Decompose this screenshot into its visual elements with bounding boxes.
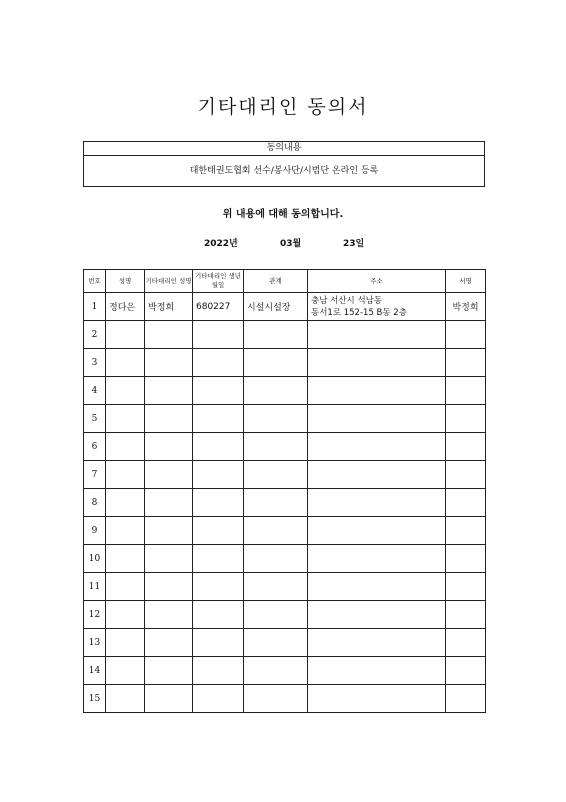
document-title: 기타대리인 동의서 (197, 96, 369, 118)
row-agent-birth (193, 517, 244, 545)
table-row (84, 405, 486, 433)
table-row (84, 461, 486, 489)
row-number: 3 (84, 349, 106, 377)
date-month: 03월 (280, 239, 302, 249)
row-agent-name (145, 657, 193, 685)
row-number: 2 (84, 321, 106, 349)
row-signature (446, 685, 486, 713)
row-number: 12 (84, 601, 106, 629)
row-agent-birth (193, 433, 244, 461)
row-agent-birth (193, 573, 244, 601)
row-relation (244, 601, 308, 629)
row-signature (446, 349, 486, 377)
row-name (106, 657, 145, 685)
row-relation (244, 377, 308, 405)
row-agent-birth (193, 545, 244, 573)
row-agent-birth (193, 601, 244, 629)
row-name (106, 517, 145, 545)
date-year: 2022년 (204, 239, 238, 249)
row-agent-birth: 680227 (193, 293, 244, 321)
row-agent-name (145, 377, 193, 405)
row-signature: 박정희 (446, 293, 486, 321)
table-row (84, 377, 486, 405)
row-signature (446, 573, 486, 601)
row-relation (244, 321, 308, 349)
row-agent-name (145, 685, 193, 713)
row-agent-birth (193, 377, 244, 405)
row-signature (446, 405, 486, 433)
row-number: 6 (84, 433, 106, 461)
row-signature (446, 377, 486, 405)
row-agent-name (145, 349, 193, 377)
row-name (106, 433, 145, 461)
row-agent-birth (193, 657, 244, 685)
row-address (308, 433, 446, 461)
row-agent-name (145, 601, 193, 629)
row-agent-name (145, 517, 193, 545)
table-header-row (84, 270, 486, 293)
row-relation (244, 657, 308, 685)
row-name (106, 349, 145, 377)
row-relation (244, 405, 308, 433)
row-name (106, 377, 145, 405)
row-number: 13 (84, 629, 106, 657)
row-address (308, 489, 446, 517)
row-number: 8 (84, 489, 106, 517)
row-signature (446, 433, 486, 461)
row-address (308, 657, 446, 685)
row-name (106, 601, 145, 629)
row-number: 7 (84, 461, 106, 489)
table-row (84, 657, 486, 685)
row-agent-name (145, 629, 193, 657)
row-number: 10 (84, 545, 106, 573)
row-number: 15 (84, 685, 106, 713)
row-relation (244, 629, 308, 657)
row-signature (446, 517, 486, 545)
row-address (308, 349, 446, 377)
row-relation (244, 685, 308, 713)
row-address (308, 405, 446, 433)
row-address-line1: 충남 서산시 석남동 (311, 295, 383, 306)
row-relation (244, 489, 308, 517)
row-signature (446, 657, 486, 685)
table-row (84, 545, 486, 573)
row-name (106, 545, 145, 573)
row-agent-name (145, 461, 193, 489)
row-address (308, 573, 446, 601)
row-address (308, 629, 446, 657)
row-address (308, 685, 446, 713)
row-relation (244, 433, 308, 461)
row-name (106, 461, 145, 489)
row-name (106, 405, 145, 433)
header-address: 주소 (308, 270, 446, 293)
table-row (84, 573, 486, 601)
row-number: 11 (84, 573, 106, 601)
row-agent-birth (193, 685, 244, 713)
row-name (106, 573, 145, 601)
row-relation (244, 461, 308, 489)
row-relation: 시설시설장 (244, 293, 308, 321)
consent-content-text: 대한태권도협회 선수/봉사단/시범단 온라인 등록 (189, 166, 379, 176)
row-agent-name (145, 321, 193, 349)
row-name (106, 321, 145, 349)
consent-table (83, 269, 486, 713)
row-number: 4 (84, 377, 106, 405)
consent-content-header: 동의내용 (84, 142, 484, 156)
consent-statement: 위 내용에 대해 동의합니다. (222, 209, 344, 220)
row-relation (244, 517, 308, 545)
row-agent-name: 박정희 (145, 293, 193, 321)
row-relation (244, 545, 308, 573)
row-address (308, 517, 446, 545)
table-row (84, 433, 486, 461)
table-row (84, 293, 486, 321)
row-number: 1 (84, 293, 106, 321)
row-agent-name (145, 489, 193, 517)
table-row (84, 517, 486, 545)
table-row (84, 489, 486, 517)
row-agent-birth (193, 489, 244, 517)
row-address-line2: 동서1로 152-15 B동 2층 (311, 307, 407, 318)
row-agent-name (145, 573, 193, 601)
row-signature (446, 489, 486, 517)
row-name (106, 629, 145, 657)
date-day: 23일 (343, 239, 365, 249)
header-no: 번호 (84, 270, 106, 293)
row-relation (244, 349, 308, 377)
row-signature (446, 461, 486, 489)
row-agent-birth (193, 349, 244, 377)
table-row (84, 349, 486, 377)
header-agent-birth: 기타대리인 생년월일 (193, 270, 244, 293)
row-agent-birth (193, 461, 244, 489)
row-relation (244, 573, 308, 601)
table-row (84, 629, 486, 657)
row-address (308, 377, 446, 405)
row-address (308, 461, 446, 489)
row-agent-birth (193, 321, 244, 349)
row-agent-name (145, 545, 193, 573)
row-number: 9 (84, 517, 106, 545)
row-agent-name (145, 433, 193, 461)
row-signature (446, 629, 486, 657)
row-agent-birth (193, 405, 244, 433)
row-agent-birth (193, 629, 244, 657)
row-name: 정다은 (106, 293, 145, 321)
row-address (308, 601, 446, 629)
header-name: 성명 (106, 270, 145, 293)
row-address (308, 293, 446, 321)
row-name (106, 685, 145, 713)
consent-content-box (83, 141, 485, 187)
row-signature (446, 545, 486, 573)
row-name (106, 489, 145, 517)
header-agent-name: 기타대리인 성명 (145, 270, 193, 293)
row-address (308, 545, 446, 573)
row-signature (446, 321, 486, 349)
table-row (84, 685, 486, 713)
table-row (84, 601, 486, 629)
header-relation: 관계 (244, 270, 308, 293)
header-signature: 서명 (446, 270, 486, 293)
row-agent-name (145, 405, 193, 433)
row-address (308, 321, 446, 349)
row-number: 5 (84, 405, 106, 433)
row-number: 14 (84, 657, 106, 685)
row-signature (446, 601, 486, 629)
table-row (84, 321, 486, 349)
